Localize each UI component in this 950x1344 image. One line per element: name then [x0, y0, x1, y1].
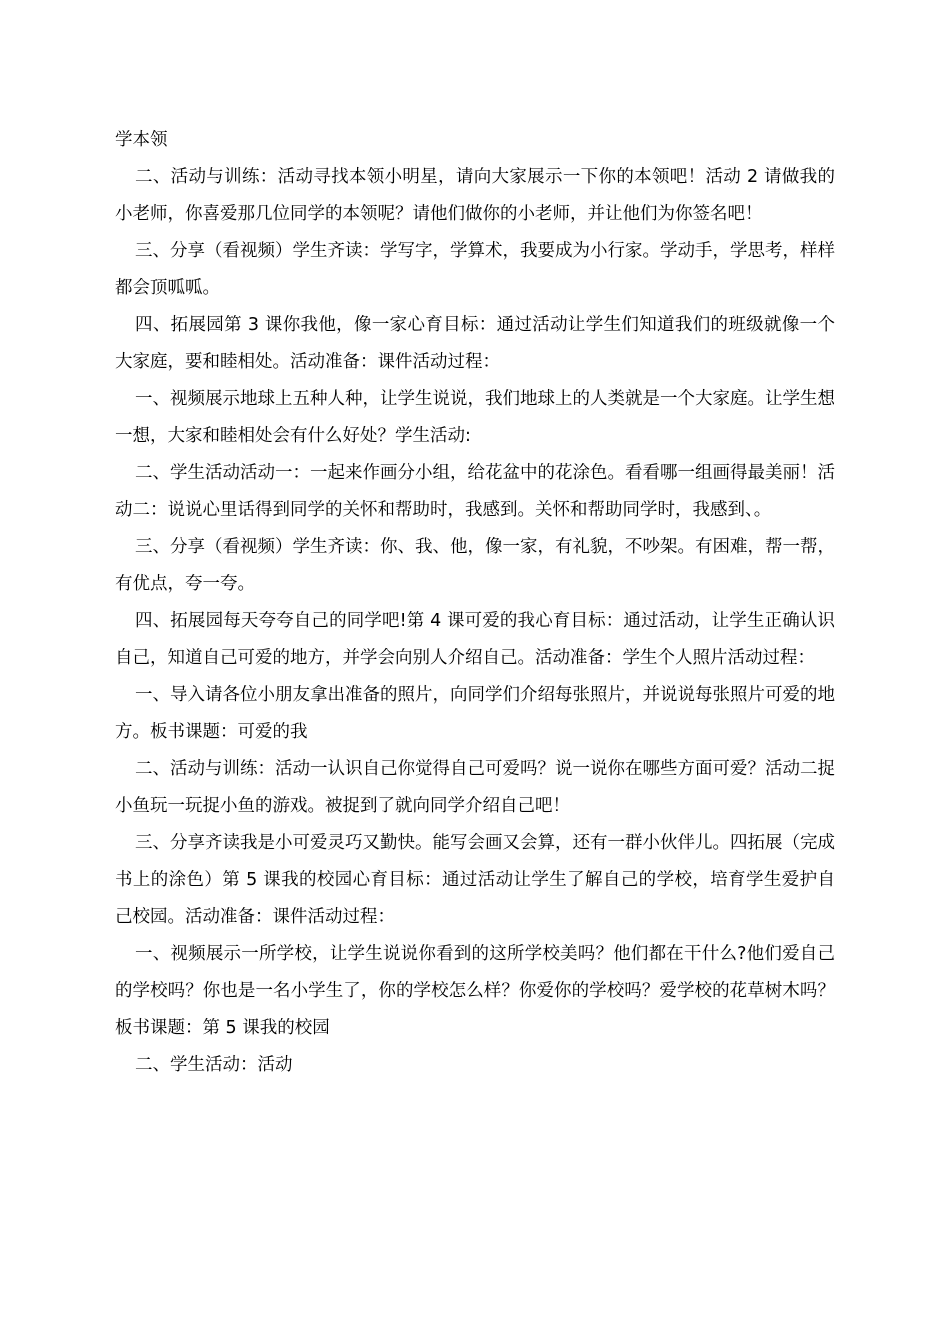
paragraph: 学本领	[115, 130, 168, 150]
paragraph: 四、拓展园每天夸夸自己的同学吧!第 4 课可爱的我心育目标：通过活动，让学生正确认识自己，知道自己可爱的地方，并学会向别人介绍自己。活动准备：学生个人照片活动过程：	[115, 611, 835, 668]
paragraph: 一、导入请各位小朋友拿出准备的照片，向同学们介绍每张照片，并说说每张照片可爱的地方。板书课题：可爱的我	[115, 685, 835, 742]
paragraph: 三、分享齐读我是小可爱灵巧又勤快。能写会画又会算，还有一群小伙伴儿。四拓展（完成书上的涂色）第 5 课我的校园心育目标：通过活动让学生了解自己的学校，培育学生爱护自己校园。活动准备：课件活动过程：	[115, 833, 835, 927]
document-body	[115, 122, 835, 1084]
paragraph: 三、分享（看视频）学生齐读：学写字，学算术，我要成为小行家。学动手，学思考，样样都会顶呱呱。	[115, 241, 835, 298]
paragraph: 一、视频展示地球上五种人种，让学生说说，我们地球上的人类就是一个大家庭。让学生想一想，大家和睦相处会有什么好处？学生活动:	[115, 389, 835, 446]
paragraph: 一、视频展示一所学校，让学生说说你看到的这所学校美吗？他们都在干什么?他们爱自己的学校吗？你也是一名小学生了，你的学校怎么样？你爱你的学校吗？爱学校的花草树木吗？板书课题：第 5 课我的校园	[115, 944, 835, 1038]
paragraph: 三、分享（看视频）学生齐读：你、我、他，像一家，有礼貌，不吵架。有困难，帮一帮，有优点，夸一夸。	[115, 537, 835, 594]
paragraph: 二、活动与训练：活动一认识自己你觉得自己可爱吗？说一说你在哪些方面可爱？活动二捉小鱼玩一玩捉小鱼的游戏。被捉到了就向同学介绍自己吧！	[115, 759, 835, 816]
paragraph: 二、学生活动：活动	[135, 1055, 293, 1075]
paragraph: 四、拓展园第 3 课你我他，像一家心育目标：通过活动让学生们知道我们的班级就像一个大家庭，要和睦相处。活动准备：课件活动过程：	[115, 315, 835, 372]
paragraph: 二、活动与训练：活动寻找本领小明星，请向大家展示一下你的本领吧！活动 2 请做我的小老师，你喜爱那几位同学的本领呢？请他们做你的小老师，并让他们为你签名吧！	[115, 167, 835, 224]
paragraph: 二、学生活动活动一：一起来作画分小组，给花盆中的花涂色。看看哪一组画得最美丽！活动二：说说心里话得到同学的关怀和帮助时，我感到。关怀和帮助同学时，我感到、。	[115, 463, 835, 520]
